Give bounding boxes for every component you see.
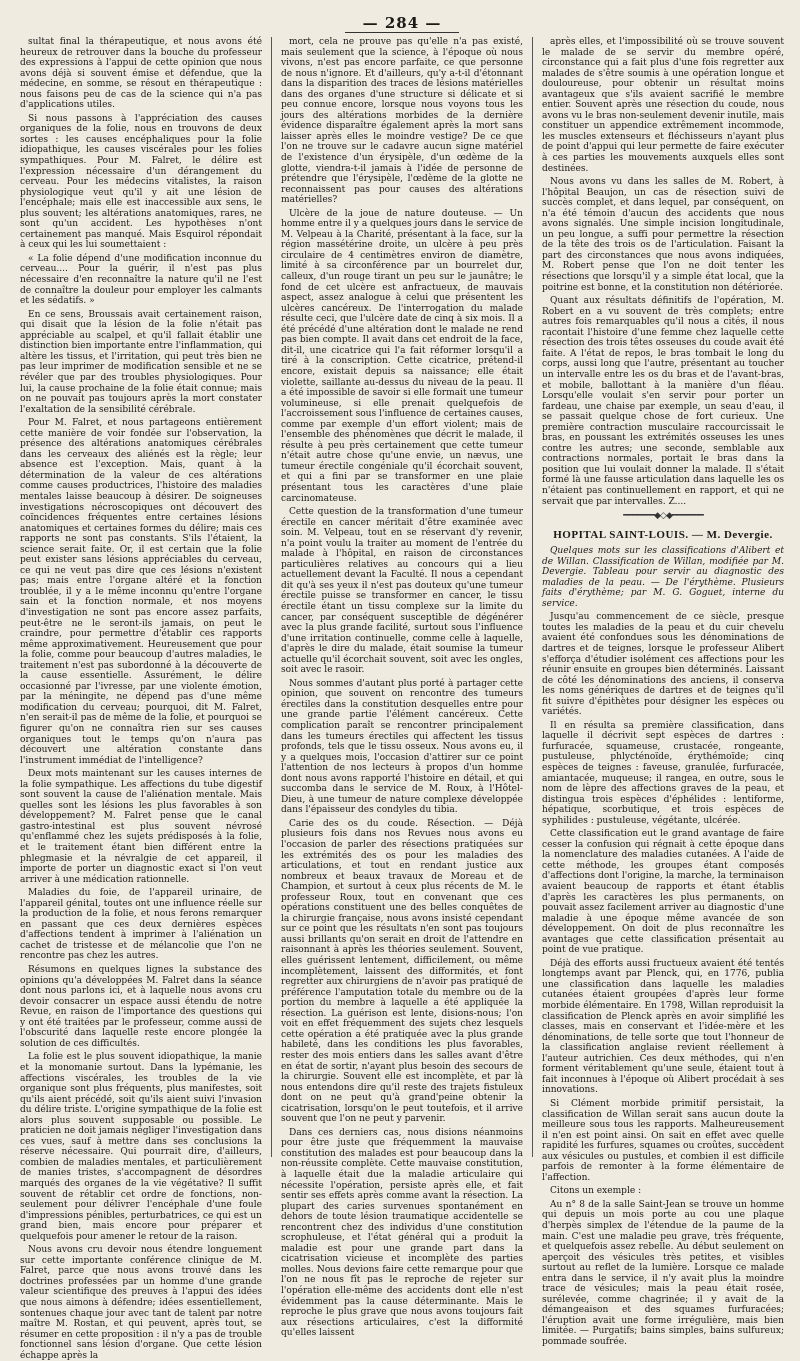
paragraph: « La folie dépend d'une modification inconnue du cerveau.... Pour la guérir, il n'est pas plus nécessaire d'en reconnaître la nature qu'il ne l'est de connaître la douleur pour employer les calmants et les sédatifs. » — [20, 253, 262, 307]
paragraph: Déjà des efforts aussi fructueux avaient été tentés longtemps avant par Plenck, qui, en 1776, publia une classification dans laquelle les maladies cutanées étaient groupées d'après leur forme morbide élémentaire. En 1798, Willan reproduisit la classification de Plenck après en avoir simplifié les classes, mais en conservant et l'idée-mère et les dénominations, de telle sorte que tout l'honneur de la classification anglaise revient réellement à l'auteur autrichien. Ces deux méthodes, qui n'en forment véritablement qu'une seule, étaient tout à fait inconnues à l'époque où Alibert procédait à ses innovations. — [542, 958, 784, 1096]
column-divider — [271, 37, 272, 1157]
paragraph: Au n° 8 de la salle Saint-Jean se trouve un homme qui depuis un mois porte au cou une plaque d'herpès simplex de l'étendue de la paume de la main. C'est une maladie peu grave, très fréquente, et quelquefois assez rebelle. Au début seulement on aperçoit des vésicules très petites, et visibles surtout au reflet de la lumière. Lorsque ce malade entra dans le service, il n'y avait plus la moindre trace de vésicules; mais la peau était rosée, surélevée, comme chagrinée; il y avait de la démangeaison et des squames furfuracées; l'éruption avait une forme irrégulière, mais bien limitée. — Purgatifs; bains simples, bains sulfureux; pommade soufrée. — [542, 1199, 784, 1347]
paragraph: Ulcère de la joue de nature douteuse. — Un homme entre il y a quelques jours dans le service de M. Velpeau à la Charité, présentant à la face, sur la région massétérine droite, un ulcère à peu près circulaire de 4 centimètres environ de diamètre, limité à sa circonférence par un bourrelet dur, calleux, d'un rouge tirant un peu sur le jaunâtre; le fond de cet ulcère est anfractueux, de mauvais aspect, assez analogue à celui que présentent les ulcères cancéreux. De l'interrogation du malade résulte ceci, que l'ulcère date de cinq à six mois. Il a été précédé d'une altération dont le malade ne rend pas bien compte. Il avait dans cet endroit de la face, dit-il, une cicatrice qui l'a fait réformer lorsqu'il a tiré à la conscription. Cette cicatrice, prétend-il encore, existait depuis sa naissance; elle était violette, saillante au-dessus du niveau de la peau. Il a été impossible de savoir si elle formait une tumeur volumineuse, si elle prenait quelquefois de l'accroissement sous l'influence de certaines causes, comme par exemple d'un effort violent; mais de l'ensemble des phénomènes que décrit le malade, il résulte à peu près certainement que cette tumeur n'était autre chose qu'une envie, un nævus, une tumeur érectile congéniale qu'il écorchait souvent, et qui a fini par se transformer en une plaie présentant tous les caractères d'une plaie carcinomateuse. — [281, 208, 523, 504]
paragraph: Citons un exemple : — [550, 1186, 642, 1197]
paragraph: Cette classification eut le grand avantage de faire cesser la confusion qui régnait à cette époque dans la nomenclature des maladies cutanées. A l'aide de cette méthode, les groupes étant composés d'affections dont l'origine, la marche, la terminaison avaient beaucoup de rapports et étant établis d'après les caractères les plus permanents, on pouvait assez facilement arriver au diagnostic d'une maladie à une époque même avancée de son développement. On doit de plus reconnaître les avantages que cette classification présentait au point de vue pratique. — [542, 829, 784, 956]
column-divider — [532, 37, 533, 1157]
paragraph: Nous sommes d'autant plus porté à partager cette opinion, que souvent on rencontre des tumeurs érectiles dans la constitution desquelles entre pour une grande partie l'élément cancéreux. Cette complication paraît se rencontrer principalement dans les tumeurs érectiles qui affectent les tissus profonds, tels que le tissu osseux. Nous avons eu, il y a quelques mois, l'occasion d'attirer sur ce point l'attention de nos lecteurs à propos d'un homme dont nous avons rapporté l'histoire en détail, et qui succomba dans le service de M. Roux, à l'Hôtel-Dieu, à une tumeur de nature complexe développée dans l'épaisseur des condyles du tibia. — [281, 678, 523, 816]
column-3 — [542, 37, 784, 1347]
paragraph: Quelques mots sur les classifications d'Alibert et de Willan. Classification de Willan, modifiée par M. Devergie. Tableau pour servir au diagnostic des maladies de la peau. — De l'érythème. Plusieurs faits d'érythème; par M. G. Goguet, interne du service. — [542, 546, 784, 609]
column-2 — [281, 37, 523, 1339]
paragraph: Nous avons vu dans les salles de M. Robert, à l'hôpital Beaujon, un cas de résection suivi de succès complet, et dans lequel, par conséquent, on n'a été témoin d'aucun des accidents que nous avons signalés. Une simple incision longitudinale, un peu longue, a suffi pour permettre la résection de la tête des trois os de l'articulation. Faisant la part des circonstances que nous avons indiquées, M. Robert pense que l'on ne doit tenter les résections que lorsqu'il y a simple état local, que la poitrine est bonne, et la constitution non détériorée. — [542, 177, 784, 293]
paragraph: Si Clément morbide primitif persistait, la classification de Willan serait sans aucun doute la meilleure sous tous les rapports. Malheureusement il n'en est point ainsi. On sait en effet avec quelle rapidité les furfures, squames ou croûtes, succèdent aux vésicules ou pustules, et combien il est difficile parfois de remonter à la forme élémentaire de l'affection. — [542, 1098, 784, 1183]
paragraph: Si nous passons à l'appréciation des causes organiques de la folie, nous en trouvons de deux sortes : les causes encéphaliques pour la folie idiopathique, les causes viscérales pour les folies sympathiques. Pour M. Falret, le délire est l'expression nécessaire d'un dérangement du cerveau. Pour les médecins vitalistes, la raison physiologique veut qu'il y ait une lésion de l'encéphale; mais elle est inaccessible aux sens, le plus souvent; les altérations anatomiques, rares, ne sont qu'un accident. Les hypothèses n'ont certainement pas manqué. Mais Esquirol répondait à ceux qui les lui soumettaient : — [20, 113, 262, 251]
paragraph: sultat final la thérapeutique, et nous avons été heureux de retrouver dans la bouche du professeur des expressions à l'appui de cette opinion que nous avons déjà si souvent émise et défendue, que la médecine, en somme, se résout en thérapeutique : nous faisons peu de cas de la science qui n'a pas d'applications utiles. — [20, 37, 262, 111]
paragraph: Résumons en quelques lignes la substance des opinions qu'a développées M. Falret dans la séance dont nous parlons ici, et à laquelle nous avons cru devoir consacrer un espace aussi étendu de notre Revue, en raison de l'importance des questions qui y ont été traitées par le professeur, comme aussi de l'obscurité dans laquelle reste encore plongée la solution de ces difficultés. — [20, 965, 262, 1049]
paragraph: Pour M. Falret, et nous partageons entièrement cette manière de voir fondée sur l'observation, la présence des altérations anatomiques cérébrales dans les cerveaux des aliénés est la règle; leur absence est l'exception. Mais, quant à la détermination de la valeur de ces altérations comme causes productrices, l'histoire des maladies mentales laisse beaucoup à désirer. De soigneuses investigations nécroscopiques ont découvert des coïncidences fréquentes entre certaines lésions anatomiques et certaines formes du délire; mais ces rapports ne sont pas constants. S'ils l'étaient, la science serait faite. Or, il est certain que la folie peut exister sans lésions appréciables du cerveau, ce qui ne veut pas dire que ces lésions n'existent pas; mais entre l'organe altéré et la fonction troublée, il y a le même inconnu qu'entre l'organe sain et la fonction normale, et nos moyens d'investigation ne sont pas encore assez parfaits, peut-être ne le seront-ils jamais, on peut le craindre, pour permettre d'établir ces rapports même approximativement. Heureusement que pour la folie, comme pour beaucoup d'autres maladies, le traitement n'est pas subordonné à la découverte de la cause essentielle. Assurément, le délire occasionné par l'ivresse, par une violente émotion, par la méningite, ne dépend pas d'une même modification du cerveau; pourquoi, dit M. Falret, n'en serait-il pas de même de la folie, et pourquoi se figurer qu'on ne connaîtra rien sur ses causes organiques tout le temps qu'on n'aura pas découvert une altération constante dans l'instrument immédiat de l'intelligence? — [20, 418, 262, 766]
page-number: — 284 — — [20, 14, 784, 32]
paragraph: Deux mots maintenant sur les causes internes de la folie sympathique. Les affections du tube digestif sont souvent la cause de l'aliénation mentale. Mais quelles sont les lésions les plus favorables à son développement? M. Falret pense que le canal gastro-intestinal est plus souvent névrosé qu'enflammé chez les sujets prédisposés à la folie, et le traitement étant bien différent entre la phlegmasie et la névralgie de cet appareil, il importe de porter un diagnostic exact si l'on veut arriver à une médication rationnelle. — [20, 769, 262, 885]
paragraph: Carie des os du coude. Résection. — Déjà plusieurs fois dans nos Revues nous avons eu l'occasion de parler des résections pratiquées sur les extrémités des os pour les maladies des articulations, et tout en rendant justice aux nombreux et beaux travaux de Moreau et de Champion, et surtout à ceux plus récents de M. le professeur Roux, tout en convenant que ces opérations constituent une des belles conquêtes de la chirurgie française, nous avons insisté cependant sur ce point que les résultats n'en sont pas toujours aussi brillants qu'on serait en droit de l'attendre en raisonnant à après les théories seulement. Souvent, elles guérissent lentement, difficilement, ou même incomplètement, laissent des difformités, et font regretter aux chirurgiens de n'avoir pas pratiqué de préférence l'amputation totale du membre ou de la portion du membre à laquelle a été appliquée la résection. La guérison est lente, disions-nous; l'on voit en effet fréquemment des sujets chez lesquels cette opération a été pratiquée avec la plus grande habileté, dans les conditions les plus favorables, rester des mois entiers dans les salles avant d'être en état de sortir, n'ayant plus besoin des secours de la chirurgie. Souvent elle est incomplète, et par là nous entendons dire qu'il reste des trajets fistuleux dont on ne peut qu'à grand'peine obtenir la cicatrisation, lorsqu'on le peut toutefois, et il arrive souvent que l'on ne peut y parvenir. — [281, 818, 523, 1125]
paragraph: Dans ces derniers cas, nous disions néanmoins pour être juste que fréquemment la mauvaise constitution des malades est pour beaucoup dans la non-réussite complète. Cette mauvaise constitution, à laquelle était due la maladie articulaire qui nécessite l'opération, persiste après elle, et fait sentir ses effets après comme avant la résection. La plupart des caries survenues spontanément en dehors de toute lésion traumatique accidentelle se rencontrent chez des individus d'une constitution scrophuleuse, et l'état général qui a produit la maladie est pour une grande part dans la cicatrisation vicieuse et incomplète des parties molles. Nous devions faire cette remarque pour que l'on ne nous fît pas le reproche de rejeter sur l'opération elle-même des accidents dont elle n'est évidemment pas la cause déterminante. Mais le reproche le plus grave que nous avons toujours fait aux résections articulaires, c'est la difformité qu'elles laissent — [281, 1127, 523, 1339]
paragraph: après elles, et l'impossibilité où se trouve souvent le malade de se servir du membre opéré, circonstance qui a fait plus d'une fois regretter aux malades de s'être soumis à une opération longue et douloureuse, pour obtenir un résultat moins avantageux que s'ils avaient sacrifié le membre entier. Souvent après une résection du coude, nous avons vu le bras non-seulement devenir inutile, mais constituer un appendice extrêmement incommode, les muscles extenseurs et fléchisseurs n'ayant plus de point d'appui qui leur permette de faire exécuter à ces parties les mouvements auxquels elles sont destinées. — [542, 37, 784, 174]
paragraph: La folie est le plus souvent idiopathique, la manie et la monomanie surtout. Dans la lypémanie, les affections viscérales, les troubles de la vie organique sont plus fréquents, plus manifestes, soit qu'ils aient précédé, soit qu'ils aient suivi l'invasion du délire triste. L'origine sympathique de la folie est alors plus souvent supposable ou possible. Le praticien ne doit jamais négliger l'investigation dans ces vues, sauf à mettre dans ses conclusions la réserve nécessaire. Qui pourrait dire, d'ailleurs, combien de maladies mentales, et particulièrement de manies tristes, s'accompagnent de désordres marqués des organes de la vie végétative? Il suffit souvent de rétablir cet ordre de fonctions, non-seulement pour délivrer l'encéphale d'une foule d'impressions pénibles, perturbatrices, ce qui est un grand bien, mais encore pour préparer et quelquefois pour amener le retour de la raison. — [20, 1052, 262, 1242]
paragraph: Jusqu'au commencement de ce siècle, presque toutes les maladies de la peau et du cuir chevelu avaient été confondues sous les dénominations de dartres et de teignes, lorsque le professeur Alibert s'efforça d'étudier isolément ces affections pour les réunir ensuite en groupes bien déterminés. Laissant de côté les dénominations des anciens, il conserva les noms génériques de dartres et de teignes qu'il fit suivre d'épithètes pour désigner les espèces ou variétés. — [542, 612, 784, 718]
ornamental-divider: ━━━━━━━◆◇◆━━━━━━━ — [623, 511, 703, 522]
paragraph: Maladies du foie, de l'appareil urinaire, de l'appareil génital, toutes ont une influence réelle sur la production de la folie, et nous ferons remarquer en passant que ces deux dernières espèces d'affections tendent à imprimer à l'aliénation un cachet de tristesse et de mélancolie que l'on ne rencontre pas chez les autres. — [20, 888, 262, 962]
columns — [20, 37, 784, 1361]
paragraph: Il en résulta sa première classification, dans laquelle il décrivit sept espèces de dartres : furfuracée, squameuse, crustacée, rongeante, pustuleuse, phlycténoïde, érythémoïde; cinq espèces de teignes : faveuse, granulée, furfuracée, amiantacée, muqueuse; il rangea, en outre, sous le nom de lèpre des affections graves de la peau, et distingua trois espèces d'éphélides : lentiforme, hépatique, scorbutique, et trois espèces de syphilides : pustuleuse, végétante, ulcérée. — [542, 720, 784, 826]
paragraph: Cette question de la transformation d'une tumeur érectile en cancer méritait d'être examinée avec soin. M. Velpeau, tout en se réservant d'y revenir, n'a point voulu la traiter au moment de l'entrée du malade à l'hôpital, en raison de circonstances particulières relatives au concours qui a lieu actuellement devant la Faculté. Il nous a cependant dit qu'à ses yeux il n'est pas douteux qu'une tumeur érectile puisse se transformer en cancer, le tissu érectile étant un tissu complexe sur la limite du cancer, par conséquent susceptible de dégénérer avec la plus grande facilité, surtout sous l'influence d'une irritation continuelle, comme celle à laquelle, d'après le dire du malade, était soumise la tumeur actuelle qu'il écorchait souvent, soit avec les ongles, soit avec le rasoir. — [281, 507, 523, 676]
section-heading: HOPITAL SAINT-LOUIS. — M. Devergie. — [553, 529, 773, 542]
column-1 — [20, 37, 262, 1361]
paragraph: En ce sens, Broussais avait certainement raison, qui disait que la lésion de la folie n'était pas appréciable au scalpel, et qu'il fallait établir une distinction bien importante entre l'inflammation, qui altère les tissus, et l'irritation, qui peut très bien ne pas leur imprimer de modification sensible et ne se révéler que par des troubles physiologiques. Pour lui, la cause prochaine de la folie était connue; mais on ne pouvait pas toujours après la mort constater l'exaltation de la sensibilité cérébrale. — [20, 309, 262, 415]
paragraph: mort, cela ne prouve pas qu'elle n'a pas existé, mais seulement que la science, à l'époque où nous vivons, n'est pas encore parfaite, ce que personne de nous n'ignore. Et d'ailleurs, qu'y a-t-il d'étonnant dans la disparition des traces de lésions matérielles dans des organes d'une structure si délicate et si peu connue encore, lorsque nous voyons tous les jours des altérations morbides de la dernière évidence disparaître également après la mort sans laisser après elles le moindre vestige? De ce que l'on ne trouve sur le cadavre aucun signe matériel de l'existence d'un érysipèle, d'un œdème de la glotte, viendra-t-il jamais à l'idée de personne de prétendre que l'érysipèle, l'œdème de la glotte ne reconnaissent pas pour causes des altérations matérielles? — [281, 37, 523, 206]
paragraph: Nous avons cru devoir nous étendre longuement sur cette importante conférence clinique de M. Falret, parce que nous avons trouvé dans les doctrines professées par un homme d'une grande valeur scientifique des preuves à l'appui des idées que nous aimons à défendre; idées essentiellement, sontenues chaque jour avec tant de talent par notre maître M. Rostan, et qui peuvent, après tout, se résumer en cette proposition : il n'y a pas de trouble fonctionnel sans lésion d'organe. Que cette lésion échappe après la — [20, 1245, 262, 1361]
paragraph: Quant aux résultats définitifs de l'opération, M. Robert en a vu souvent de très complets; entre autres fois remarquables qu'il nous a cités, il nous racontait l'histoire d'une femme chez laquelle cette résection des trois têtes osseuses du coude avait été faite. A l'état de repos, le bras tombait le long du corps, aussi long que l'autre, présentant au toucher un intervalle entre les os du bras et de l'avant-bras, et mobile, ballottant à la manière d'un fléau. Lorsqu'elle voulait s'en servir pour porter un fardeau, une chaise par exemple, un seau d'eau, il se passait quelque chose de fort curieux. Une première contraction musculaire raccourcissait le bras, en poussant les extrémités osseuses les unes contre les autres; une seconde, semblable aux contractions normales, portait le bras dans la position que lui voulait donner la malade. Il s'était formé là une fausse articulation dans laquelle les os n'étaient pas continuellement en rapport, et qui ne servait que par intervalles. Z.... — [542, 296, 784, 507]
